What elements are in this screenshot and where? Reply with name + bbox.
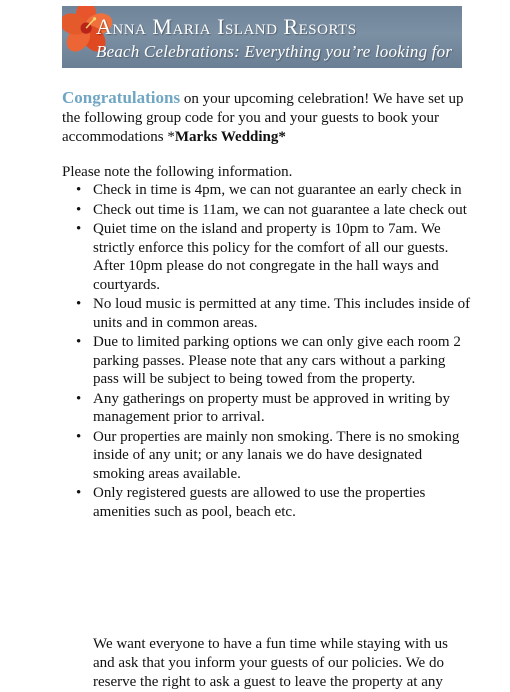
policy-item-smoking xyxy=(62,428,472,484)
policy-item-check-out xyxy=(62,201,472,220)
header-banner xyxy=(62,6,462,68)
policy-text: Any gatherings on property must be approved in writing by management prior to arrival. xyxy=(93,390,451,425)
note-heading: Please note the following information. xyxy=(62,164,293,180)
policy-text: Check in time is 4pm, we can not guarantee an early check in xyxy=(93,182,462,198)
policy-text: Due to limited parking options we can only give each room 2 parking passes. Please note that any cars without a parking pass will be subject to being towed from the property. xyxy=(93,334,461,387)
bullet-icon: • xyxy=(76,334,82,350)
bullet-icon: • xyxy=(76,201,82,218)
congratulations-heading: Congratulations xyxy=(62,88,181,107)
policy-text: Check out time is 11am, we can not guarantee a late check out xyxy=(93,201,467,218)
policy-text: Only registered guests are allowed to use the properties amenities such as pool, beach etc. xyxy=(93,485,426,520)
intro-paragraph xyxy=(62,88,472,147)
policy-text: Quiet time on the island and property is 10pm to 7am. We strictly enforce this policy for the comfort of all our guests. After 10pm please do not congregate in the hall ways and courtyards. xyxy=(93,221,449,293)
policy-text: Our properties are mainly non smoking. There is no smoking inside of any unit; or any lanais we do have designated smoking areas available. xyxy=(93,428,460,482)
banner-title: Anna Maria Island Resorts xyxy=(96,14,357,39)
bullet-icon: • xyxy=(76,485,82,501)
intro-text: on your upcoming celebration! We have set up the following group code for you and your guests to book your accommodations * xyxy=(62,91,464,145)
closing-paragraph: We want everyone to have a fun time while staying with us and ask that you inform your guests of our policies. We do reserve the right to ask a guest to leave the property at any xyxy=(93,636,448,690)
policy-item-check-in xyxy=(62,181,472,200)
banner-subtitle: Beach Celebrations: Everything you’re looking for xyxy=(96,42,453,61)
group-code: Marks Wedding* xyxy=(174,129,286,145)
bullet-icon: • xyxy=(76,296,82,312)
policy-item-loud-music xyxy=(62,295,472,332)
policy-item-registered-guests xyxy=(62,484,472,521)
bullet-icon: • xyxy=(76,390,82,407)
bullet-icon: • xyxy=(76,221,82,237)
policy-item-quiet-time xyxy=(62,220,472,294)
bullet-icon: • xyxy=(76,428,82,445)
policy-text: No loud music is permitted at any time. This includes inside of units and in common areas. xyxy=(93,296,471,331)
policy-item-gatherings xyxy=(62,390,472,427)
policy-list xyxy=(62,181,472,521)
bullet-icon: • xyxy=(76,182,82,198)
policy-item-parking xyxy=(62,333,472,389)
